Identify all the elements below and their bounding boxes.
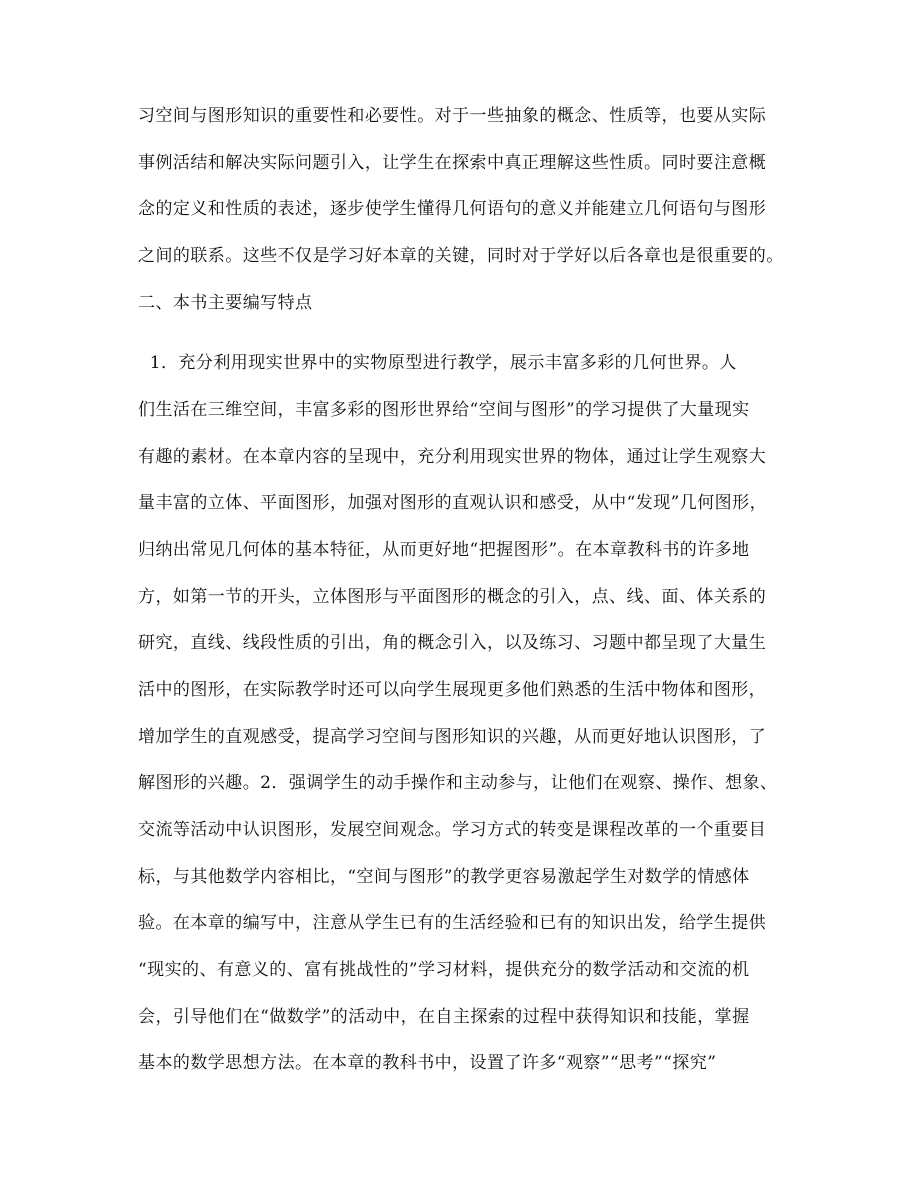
text-line: 研究，直线、线段性质的引出，角的概念引入，以及练习、习题中都呈现了大量生 xyxy=(138,633,767,653)
text-line: “现实的、有意义的、富有挑战性的”学习材料，提供充分的数学活动和交流的机 xyxy=(138,960,750,980)
text-line: 量丰富的立体、平面图形，加强对图形的直观认识和感受，从中“发现”几何图形， xyxy=(138,493,768,513)
text-line: 方，如第一节的开头，立体图形与平面图形的概念的引入，点、线、面、体关系的 xyxy=(138,587,767,607)
text-line: 们生活在三维空间，丰富多彩的图形世界给“空间与图形”的学习提供了大量现实 xyxy=(138,400,750,420)
text-line: 之间的联系。这些不仅是学习好本章的关键，同时对于学好以后各章也是很重要的。 xyxy=(138,246,784,266)
text-line: 交流等活动中认识图形，发展空间观念。学习方式的转变是课程改革的一个重要目 xyxy=(138,820,767,840)
text-line: 习空间与图形知识的重要性和必要性。对于一些抽象的概念、性质等，也要从实际 xyxy=(138,106,767,126)
text-line: 念的定义和性质的表述，逐步使学生懂得几何语句的意义并能建立几何语句与图形 xyxy=(138,199,767,219)
text-line: 事例活结和解决实际问题引入，让学生在探索中真正理解这些性质。同时要注意概 xyxy=(138,153,767,173)
text-line: 归纳出常见几何体的基本特征，从而更好地“把握图形”。在本章教科书的许多地 xyxy=(138,540,750,560)
paragraph-start-line: 1．充分利用现实世界中的实物原型进行教学，展示丰富多彩的几何世界。人 xyxy=(138,353,737,373)
text-line: 基本的数学思想方法。在本章的教科书中，设置了许多“观察”“思考”“探究” xyxy=(138,1053,717,1073)
text-line: 验。在本章的编写中，注意从学生已有的生活经验和已有的知识出发，给学生提供 xyxy=(138,913,767,933)
text-line: 活中的图形，在实际教学时还可以向学生展现更多他们熟悉的生活中物体和图形， xyxy=(138,680,767,700)
text-line: 增加学生的直观感受，提高学习空间与图形知识的兴趣，从而更好地认识图形，了 xyxy=(138,727,767,747)
text-line: 会，引导他们在“做数学”的活动中，在自主探索的过程中获得知识和技能，掌握 xyxy=(138,1007,750,1027)
text-line: 解图形的兴趣。2．强调学生的动手操作和主动参与，让他们在观察、操作、想象、 xyxy=(138,773,778,793)
text-line: 标，与其他数学内容相比，“空间与图形”的教学更容易激起学生对数学的情感体 xyxy=(138,867,750,887)
section-heading: 二、本书主要编写特点 xyxy=(138,293,313,313)
text-line: 有趣的素材。在本章内容的呈现中，充分利用现实世界的物体，通过让学生观察大 xyxy=(138,447,767,467)
